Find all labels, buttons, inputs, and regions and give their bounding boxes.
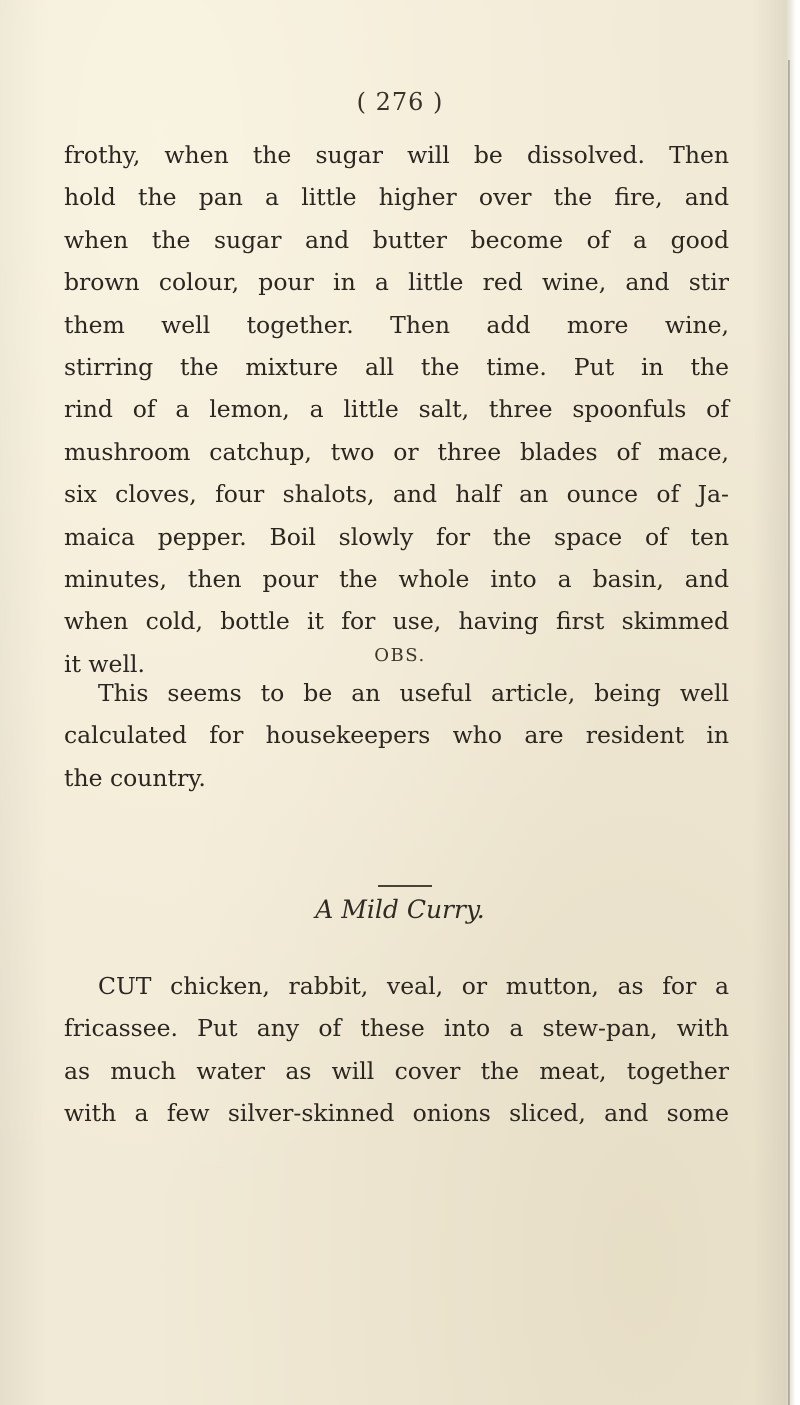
text-line: maica pepper. Boil slowly for the space of ten — [64, 522, 729, 551]
text-line: frothy, when the sugar will be dissolved. Then — [64, 141, 729, 169]
page-edge — [786, 0, 800, 1405]
text-line: when cold, bottle it for use, having first skimmed — [64, 607, 729, 636]
recipe-continuation — [64, 134, 729, 685]
mild-curry-paragraph — [64, 965, 729, 1135]
text-line: calculated for housekeepers who are resident in — [64, 721, 729, 750]
observation-paragraph — [64, 672, 729, 799]
text-line: CUT chicken, rabbit, veal, or mutton, as for a — [98, 972, 729, 1000]
text-line: brown colour, pour in a little red wine, and stir — [64, 268, 729, 297]
text-line: mushroom catchup, two or three blades of mace, — [64, 437, 729, 466]
text-line: the country. — [64, 763, 206, 792]
text-line: when the sugar and butter become of a good — [64, 225, 729, 254]
text-line: them well together. Then add more wine, — [64, 310, 729, 339]
obs-heading: OBS. — [374, 645, 426, 666]
text-line: minutes, then pour the whole into a basin, and — [64, 565, 729, 594]
text-line: with a few silver-skinned onions sliced, and some — [64, 1099, 729, 1128]
text-line: rind of a lemon, a little salt, three spoonfuls of — [64, 395, 729, 424]
text-line: as much water as will cover the meat, together — [64, 1056, 729, 1085]
section-divider — [378, 885, 432, 887]
text-line: hold the pan a little higher over the fire, and — [64, 183, 729, 212]
text-line: fricassee. Put any of these into a stew-pan, with — [64, 1014, 729, 1043]
page-number: ( 276 ) — [356, 88, 444, 116]
text-line: six cloves, four shalots, and half an ounce of Ja- — [64, 480, 729, 509]
text-line: This seems to be an useful article, being well — [98, 679, 729, 707]
text-line: stirring the mixture all the time. Put in the — [64, 353, 729, 382]
recipe-title: A Mild Curry. — [315, 895, 485, 924]
text-line: it well. — [64, 649, 145, 678]
